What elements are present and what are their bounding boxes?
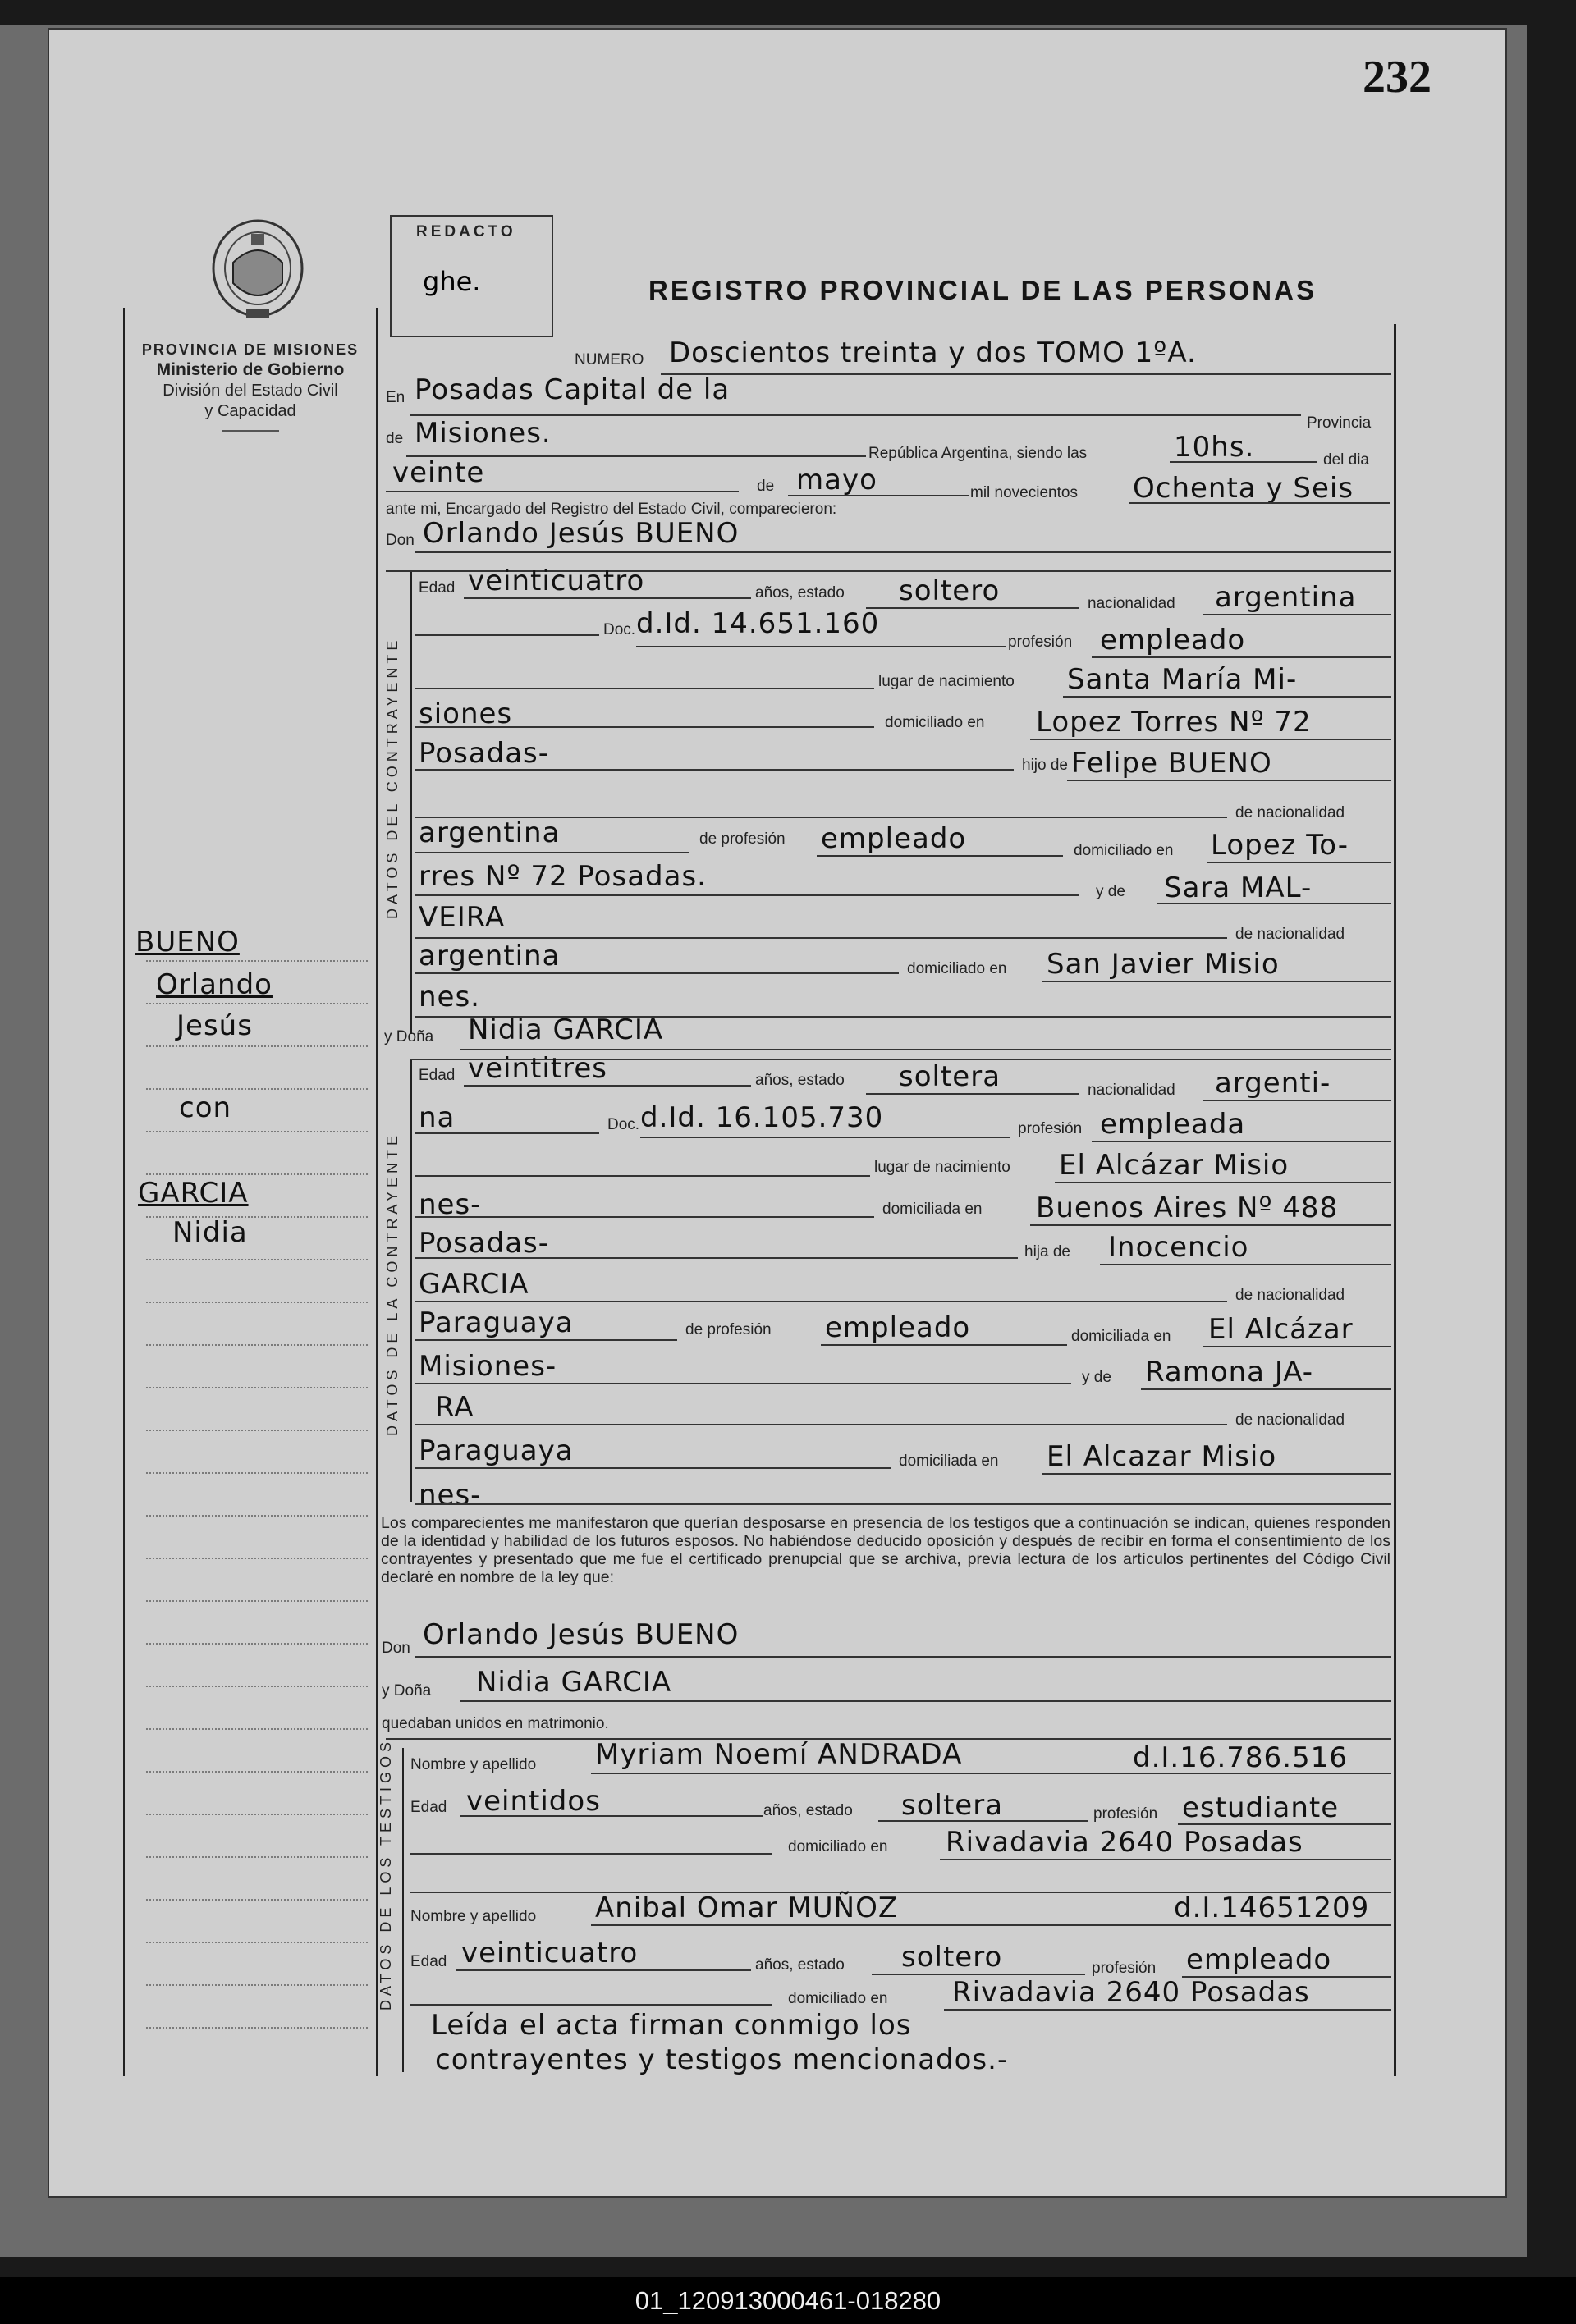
bride-birthplace: El Alcázar Misio bbox=[1059, 1149, 1290, 1182]
father-profession: empleado bbox=[821, 822, 967, 855]
hora-rule bbox=[1170, 461, 1317, 463]
numero-label: NUMERO bbox=[575, 351, 644, 368]
coat-of-arms-seal bbox=[208, 217, 307, 324]
bride-nationality: argenti- bbox=[1215, 1067, 1331, 1100]
groom-nationality: argentina bbox=[1215, 581, 1357, 614]
domiciliado-en-label: domiciliado en bbox=[1074, 842, 1174, 859]
groom-father-rule bbox=[1067, 780, 1391, 781]
groom-domicile-pre-rule bbox=[415, 726, 874, 728]
redacto-box bbox=[390, 215, 553, 337]
bride-domicile: Buenos Aires Nº 488 bbox=[1036, 1192, 1339, 1224]
t2-domicile-pre-rule bbox=[410, 2004, 772, 2006]
page-number: 232 bbox=[1363, 52, 1432, 103]
father-domicile-cont: rres Nº 72 Posadas. bbox=[419, 860, 707, 893]
domiciliada-en-label-2: domiciliada en bbox=[899, 1452, 999, 1470]
margin-rule bbox=[146, 2027, 368, 2029]
margin-rule bbox=[146, 1814, 368, 1816]
groom-domicile-cont: Posadas- bbox=[419, 737, 550, 770]
margin-rule bbox=[146, 1686, 368, 1688]
bride-doc-rule bbox=[640, 1137, 1010, 1138]
bride-father-nac-pre-rule bbox=[415, 1301, 1227, 1302]
anio-value: Ochenta y Seis bbox=[1133, 472, 1354, 505]
bride-nationality-rule bbox=[1203, 1100, 1391, 1101]
margin-rule bbox=[146, 1472, 368, 1475]
closing-line-2: contrayentes y testigos mencionados.- bbox=[435, 2043, 1009, 2076]
t1-domicile-pre-rule bbox=[410, 1853, 772, 1855]
groom-age: veinticuatro bbox=[468, 565, 645, 597]
testigos-bracket bbox=[402, 1748, 404, 2072]
father-domicile-rule bbox=[1207, 862, 1391, 863]
profesion-label-bride: profesión bbox=[1018, 1120, 1083, 1137]
bride-mother-cont: RA bbox=[435, 1391, 474, 1424]
closing-line-1: Leída el acta firman conmigo los bbox=[431, 2009, 912, 2042]
margin-rule bbox=[146, 1302, 368, 1304]
y-de-label: y de bbox=[1096, 883, 1125, 900]
decl-dona-label: y Doña bbox=[382, 1682, 432, 1700]
t2-profession: empleado bbox=[1186, 1943, 1332, 1976]
bride-mother: Ramona JA- bbox=[1145, 1356, 1314, 1388]
margin-bride-name: Nidia bbox=[172, 1216, 248, 1249]
margin-rule bbox=[146, 960, 368, 963]
bride-name-rule bbox=[460, 1049, 1391, 1050]
t1-edad-label: Edad bbox=[410, 1799, 447, 1816]
profesion-label: profesión bbox=[1008, 634, 1073, 651]
bride-mother-nationality: Paraguaya bbox=[419, 1434, 574, 1467]
authority-divider bbox=[222, 430, 279, 432]
t2-status-rule bbox=[872, 1974, 1085, 1975]
en-label: En bbox=[386, 389, 405, 406]
hija-label: hija de bbox=[1024, 1243, 1070, 1260]
contrayenta-end-rule bbox=[415, 1503, 1391, 1505]
redacto-initials: ghe. bbox=[423, 266, 481, 297]
mes-label: de bbox=[757, 478, 775, 495]
margin-rule bbox=[146, 1984, 368, 1987]
de-profesion-label: de profesión bbox=[699, 830, 786, 848]
decl-groom-name: Orlando Jesús BUENO bbox=[423, 1618, 740, 1651]
t2-profesion-label: profesión bbox=[1092, 1960, 1157, 1977]
contrayente-bracket bbox=[410, 570, 412, 1034]
groom-birthplace-rule bbox=[1063, 696, 1391, 698]
bride-domicile-pre-rule bbox=[415, 1216, 874, 1218]
bride-doc: d.Id. 16.105.730 bbox=[640, 1101, 884, 1134]
bride-name: Nidia GARCIA bbox=[468, 1013, 664, 1046]
bride-father-profession-rule bbox=[821, 1344, 1067, 1346]
t1-domicile: Rivadavia 2640 Posadas bbox=[946, 1826, 1303, 1859]
provincia-label: Provincia bbox=[1307, 414, 1372, 432]
father-nationality: argentina bbox=[419, 817, 561, 849]
bride-domicile-rule bbox=[1030, 1224, 1391, 1226]
mother-domicile-cont: nes. bbox=[419, 981, 480, 1013]
groom-doc-rule bbox=[636, 646, 1006, 647]
t1-status: soltera bbox=[901, 1789, 1004, 1822]
t1-name: Myriam Noemí ANDRADA bbox=[595, 1738, 963, 1771]
father-domicile: Lopez To- bbox=[1211, 829, 1349, 862]
doc-rule bbox=[415, 634, 599, 636]
right-border-line bbox=[1394, 324, 1396, 2076]
groom-father: Felipe BUENO bbox=[1071, 747, 1272, 780]
birthplace-rule bbox=[415, 688, 874, 689]
t2-edad-label: Edad bbox=[410, 1953, 447, 1970]
margin-rule bbox=[146, 1003, 368, 1005]
t2-domicile-rule bbox=[944, 2009, 1391, 2011]
margin-rule bbox=[146, 1387, 368, 1389]
bride-father-nationality: Paraguaya bbox=[419, 1306, 574, 1339]
bride-mother-nationality-rule bbox=[415, 1467, 891, 1469]
de-label: de bbox=[386, 430, 404, 447]
t2-name-rule bbox=[591, 1924, 1391, 1926]
hora-value: 10hs. bbox=[1174, 431, 1255, 464]
margin-rule bbox=[146, 1899, 368, 1901]
t2-domicile: Rivadavia 2640 Posadas bbox=[952, 1976, 1310, 2009]
hijo-pre-rule bbox=[415, 769, 1014, 771]
don-value: Orlando Jesús BUENO bbox=[423, 517, 740, 550]
dia-rule bbox=[386, 491, 739, 492]
bride-father-domicile-cont: Misiones- bbox=[419, 1350, 557, 1383]
document-title: REGISTRO PROVINCIAL DE LAS PERSONAS bbox=[648, 275, 1317, 305]
image-identifier: 01_120913000461-018280 bbox=[635, 2286, 941, 2315]
lugar-label-bride: lugar de nacimiento bbox=[874, 1159, 1010, 1176]
domiciliada-en-label: domiciliada en bbox=[1071, 1328, 1171, 1345]
t1-profession-rule bbox=[1178, 1823, 1391, 1825]
bride-father-rule bbox=[1100, 1264, 1391, 1265]
testigos-section-label: DATOS DE LOS TESTIGOS bbox=[378, 1737, 394, 2011]
t1-domiciliado-label: domiciliado en bbox=[788, 1838, 888, 1855]
domiciliado-en-label-2: domiciliado en bbox=[907, 960, 1007, 977]
republica-label: República Argentina, siendo las bbox=[868, 445, 1088, 462]
bride-mother-domicile-rule bbox=[1042, 1473, 1391, 1475]
bride-father: Inocencio bbox=[1108, 1231, 1249, 1264]
margin-rule bbox=[146, 1173, 368, 1176]
groom-mother: Sara MAL- bbox=[1164, 872, 1313, 904]
bride-profession: empleada bbox=[1100, 1108, 1246, 1141]
margin-groom-name: Orlando bbox=[156, 968, 273, 1001]
t2-nombre-label: Nombre y apellido bbox=[410, 1908, 537, 1925]
bride-status: soltera bbox=[899, 1060, 1001, 1093]
de-nacionalidad-label-bride-2: de nacionalidad bbox=[1235, 1411, 1345, 1429]
numero-rule bbox=[661, 373, 1391, 375]
bride-father-cont: GARCIA bbox=[419, 1268, 529, 1301]
edad-label: Edad bbox=[419, 579, 456, 597]
t1-profession: estudiante bbox=[1182, 1791, 1340, 1824]
hijo-label: hijo de bbox=[1022, 757, 1068, 774]
margin-rule bbox=[146, 1515, 368, 1517]
t1-doc: d.I.16.786.516 bbox=[1133, 1741, 1348, 1774]
groom-birthplace-cont: siones bbox=[419, 698, 513, 730]
bride-age: veintitres bbox=[468, 1052, 608, 1085]
groom-age-rule bbox=[464, 597, 751, 599]
father-profession-rule bbox=[817, 855, 1063, 857]
ministry-label: Ministerio de Gobierno bbox=[156, 359, 345, 379]
decl-bride-rule bbox=[460, 1700, 1391, 1702]
margin-groom-surname: BUENO bbox=[135, 926, 240, 958]
groom-nationality-rule bbox=[1203, 614, 1391, 615]
domicilio-label: domiciliado en bbox=[885, 714, 985, 731]
dia-value: veinte bbox=[392, 456, 485, 489]
mother-nationality: argentina bbox=[419, 940, 561, 972]
bride-mother-rule bbox=[1141, 1388, 1391, 1390]
margin-rule bbox=[146, 1045, 368, 1048]
t1-nombre-label: Nombre y apellido bbox=[410, 1756, 537, 1773]
t2-domiciliado-label: domiciliado en bbox=[788, 1990, 888, 2007]
bride-mother-nac-pre-rule bbox=[415, 1424, 1227, 1425]
anio-label: mil novecientos bbox=[970, 484, 1078, 501]
domicilio-label-bride: domiciliada en bbox=[882, 1201, 983, 1218]
t1-age: veintidos bbox=[466, 1785, 601, 1818]
anos-label: años, estado bbox=[755, 584, 845, 602]
mother-nac-pre-rule bbox=[415, 937, 1227, 939]
mother-domicile-rule bbox=[1042, 981, 1391, 982]
bride-father-profession: empleado bbox=[825, 1311, 971, 1344]
t1-domicile-rule bbox=[940, 1859, 1391, 1860]
contrayenta-section-label: DATOS DE LA CONTRAYENTE bbox=[384, 1131, 401, 1436]
margin-connector: con bbox=[179, 1091, 232, 1124]
ante-label: ante mi, Encargado del Registro del Estado Civil, comparecieron: bbox=[386, 501, 837, 518]
decl-don-label: Don bbox=[382, 1640, 410, 1657]
margin-rule bbox=[146, 1558, 368, 1560]
margin-rule bbox=[146, 1728, 368, 1731]
margin-groom-middle: Jesús bbox=[176, 1009, 253, 1042]
mother-domicile: San Javier Misio bbox=[1047, 948, 1280, 981]
groom-mother-rule bbox=[1157, 903, 1391, 904]
de-profesion-label-bride: de profesión bbox=[685, 1321, 772, 1338]
en-rule bbox=[410, 414, 1301, 416]
doc-label: Doc. bbox=[603, 621, 636, 638]
division-label: División del Estado Civil bbox=[163, 381, 338, 400]
margin-rule bbox=[146, 1856, 368, 1859]
t2-status: soltero bbox=[901, 1941, 1003, 1974]
bride-father-domicile: El Alcázar bbox=[1208, 1313, 1354, 1346]
t2-age: veinticuatro bbox=[461, 1937, 639, 1969]
t2-anos-label: años, estado bbox=[755, 1956, 845, 1974]
margin-rule bbox=[146, 1344, 368, 1347]
edad-label-bride: Edad bbox=[419, 1067, 456, 1084]
decl-bride-name: Nidia GARCIA bbox=[476, 1666, 672, 1699]
legal-declaration-text: Los comparecientes me manifestaron que querían desposarse en presencia de los testigos que a continuación se indican, quienes responden de la identidad y habilidad de los futuros esposos. No habiéndose deducido oposición y después de recibir en forma el consentimiento de los contrayentes y presentado que me fue el certificado prenupcial que se archiva, previa lectura de los artículos pertinentes del Código Civil declaré en nombre de la ley que: bbox=[381, 1514, 1390, 1586]
nacionalidad-label-bride: nacionalidad bbox=[1088, 1082, 1175, 1099]
mother-nationality-rule bbox=[415, 972, 899, 974]
t1-profesion-label: profesión bbox=[1093, 1805, 1158, 1823]
dia-label: del dia bbox=[1323, 451, 1369, 469]
groom-domicile-rule bbox=[1030, 739, 1391, 740]
hija-pre-rule bbox=[415, 1257, 1018, 1259]
t1-anos-label: años, estado bbox=[763, 1802, 853, 1819]
margin-rule bbox=[146, 1131, 368, 1133]
province-label: PROVINCIA DE MISIONES bbox=[141, 341, 360, 358]
groom-mother-cont: VEIRA bbox=[419, 901, 506, 934]
anio-rule bbox=[1129, 502, 1390, 504]
mes-rule bbox=[788, 495, 969, 496]
mes-value: mayo bbox=[796, 464, 877, 496]
bride-birthplace-rule bbox=[1055, 1182, 1391, 1183]
de-value: Misiones. bbox=[415, 417, 552, 450]
bride-birthplace-pre-rule bbox=[415, 1175, 870, 1177]
don-rule bbox=[415, 551, 1391, 553]
lugar-label: lugar de nacimiento bbox=[878, 673, 1015, 690]
t2-name: Anibal Omar MUÑOZ bbox=[595, 1892, 899, 1924]
left-margin-line bbox=[123, 308, 125, 2076]
t1-age-rule bbox=[460, 1815, 763, 1817]
groom-profession: empleado bbox=[1100, 624, 1246, 656]
bride-mother-domicile-cont: nes- bbox=[419, 1479, 482, 1512]
nacionalidad-label: nacionalidad bbox=[1088, 595, 1175, 612]
groom-domicile: Lopez Torres Nº 72 bbox=[1036, 706, 1312, 739]
mother-pre-rule bbox=[415, 894, 1079, 896]
redacto-label: REDACTO bbox=[416, 223, 516, 240]
groom-status: soltero bbox=[899, 574, 1001, 607]
bride-age-rule bbox=[464, 1085, 751, 1087]
bride-mother-pre-rule bbox=[415, 1383, 1071, 1384]
de-nacionalidad-label-bride: de nacionalidad bbox=[1235, 1287, 1345, 1304]
groom-profession-rule bbox=[1092, 656, 1391, 658]
groom-birthplace: Santa María Mi- bbox=[1067, 663, 1298, 696]
contrayenta-bracket bbox=[410, 1059, 412, 1502]
doc-label-bride: Doc. bbox=[607, 1116, 640, 1133]
de-nacionalidad-label-2: de nacionalidad bbox=[1235, 926, 1345, 943]
unidos-text: quedaban unidos en matrimonio. bbox=[382, 1715, 609, 1732]
margin-rule bbox=[146, 1259, 368, 1261]
bride-doc-pre-rule bbox=[415, 1132, 599, 1134]
numero-value: Doscientos treinta y dos TOMO 1ºA. bbox=[669, 336, 1197, 369]
margin-rule bbox=[146, 1942, 368, 1944]
issuing-authority bbox=[123, 341, 378, 432]
t1-status-rule bbox=[878, 1820, 1088, 1822]
de-nacionalidad-label: de nacionalidad bbox=[1235, 804, 1345, 821]
bride-domicile-cont: Posadas- bbox=[419, 1227, 550, 1260]
y-de-label-bride: y de bbox=[1082, 1369, 1111, 1386]
groom-doc: d.Id. 14.651.160 bbox=[636, 607, 880, 640]
decl-groom-rule bbox=[415, 1656, 1391, 1658]
bride-mother-domicile: El Alcazar Misio bbox=[1047, 1440, 1277, 1473]
margin-rule bbox=[146, 1771, 368, 1773]
t2-doc: d.I.14651209 bbox=[1174, 1892, 1370, 1924]
bride-profession-rule bbox=[1092, 1141, 1391, 1142]
bride-birthplace-cont: nes- bbox=[419, 1188, 482, 1221]
t1-name-rule bbox=[591, 1773, 1391, 1774]
margin-rule bbox=[146, 1600, 368, 1603]
bride-father-nationality-rule bbox=[415, 1339, 677, 1341]
bride-status-rule bbox=[866, 1093, 1079, 1095]
bride-father-domicile-rule bbox=[1203, 1346, 1391, 1347]
margin-bride-surname: GARCIA bbox=[138, 1177, 249, 1210]
dona-label: y Doña bbox=[384, 1028, 434, 1045]
groom-status-rule bbox=[866, 607, 1079, 609]
t2-age-rule bbox=[456, 1969, 751, 1971]
anos-label-bride: años, estado bbox=[755, 1072, 845, 1089]
father-nationality-rule bbox=[415, 852, 690, 853]
en-value: Posadas Capital de la bbox=[415, 373, 731, 406]
contrayente-section-label: DATOS DEL CONTRAYENTE bbox=[384, 636, 401, 919]
margin-rule bbox=[146, 1430, 368, 1432]
don-label: Don bbox=[386, 532, 415, 549]
bride-nationality-cont: na bbox=[419, 1101, 456, 1134]
capacity-label: y Capacidad bbox=[204, 401, 296, 420]
margin-rule bbox=[146, 1643, 368, 1645]
margin-rule bbox=[146, 1088, 368, 1091]
